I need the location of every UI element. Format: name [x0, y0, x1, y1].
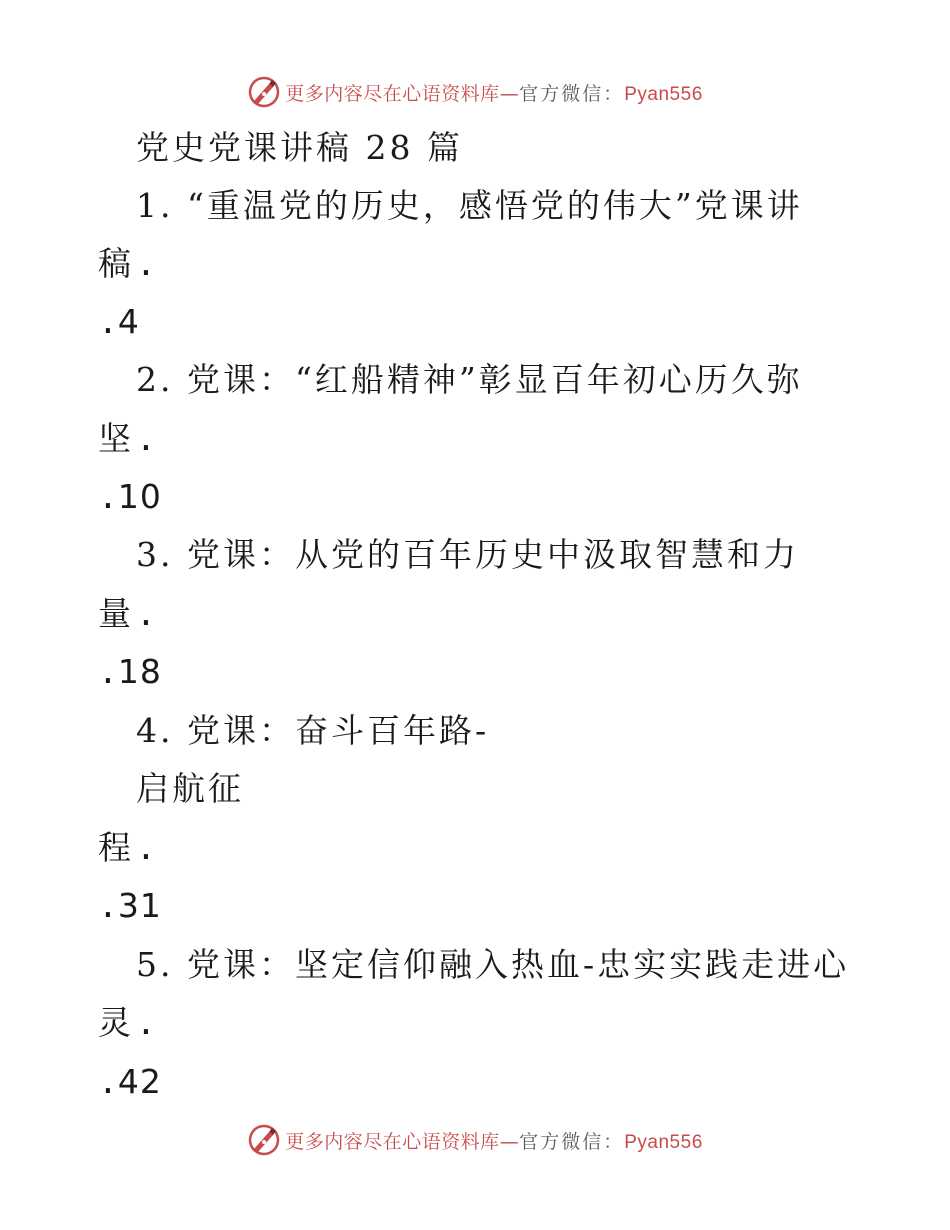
toc-item-4-dots-2: .	[98, 886, 118, 925]
footer-wechat-label: 官方微信：	[519, 1130, 625, 1153]
banner-dash: —	[499, 82, 520, 105]
toc-item-1-page-line[interactable]	[0, 302, 950, 342]
toc-item-5-dots: .	[136, 1003, 156, 1042]
toc-item-2-lead-char: 坚	[98, 419, 136, 458]
toc-item-1-leader[interactable]	[0, 244, 950, 284]
toc-item-5-page-line[interactable]	[0, 1062, 950, 1102]
toc-item-2-page: 10	[117, 477, 162, 516]
footer-banner-dash: —	[499, 1130, 520, 1153]
toc-item-1-dots: .	[136, 244, 156, 283]
toc-item-2-dots-2: .	[98, 477, 118, 516]
toc-item-3-page: 18	[117, 652, 162, 691]
toc-item-3-dots: .	[136, 594, 156, 633]
toc-item-4-page: 31	[117, 886, 162, 925]
toc-item-2-dots: .	[136, 419, 156, 458]
toc-item-3-dots-2: .	[98, 652, 118, 691]
toc-item-4-page-line[interactable]	[0, 886, 950, 926]
toc-item-3-leader[interactable]	[0, 594, 950, 634]
document-title: 党史党课讲稿 28 篇	[136, 128, 463, 167]
toc-item-5-page: 42	[117, 1062, 162, 1101]
toc-item-2-title[interactable]: 2. 党课：“红船精神”彰显百年初心历久弥	[136, 360, 803, 399]
toc-item-4-title[interactable]: 4. 党课：奋斗百年路-	[136, 711, 490, 750]
toc-item-4-lead-char: 程	[98, 828, 136, 867]
footer-banner	[0, 1118, 950, 1162]
pen-logo-icon	[247, 1123, 281, 1157]
toc-item-3-title[interactable]: 3. 党课：从党的百年历史中汲取智慧和力	[136, 535, 799, 574]
toc-item-3-lead-char: 量	[98, 594, 136, 633]
toc-item-1-title[interactable]: 1. “重温党的历史，感悟党的伟大”党课讲	[136, 186, 803, 225]
footer-wechat-id: Pyan556	[624, 1131, 703, 1153]
toc-item-5-leader[interactable]	[0, 1003, 950, 1043]
toc-item-4-dots: .	[136, 828, 156, 867]
toc-item-4-title-2[interactable]: 启航征	[136, 769, 244, 808]
toc-item-2-leader[interactable]	[0, 419, 950, 459]
toc-item-1-dots-2: .	[98, 302, 118, 341]
toc-item-5-dots-2: .	[98, 1062, 118, 1101]
banner-text: 更多内容尽在心语资料库	[285, 82, 500, 105]
header-banner	[0, 70, 950, 114]
toc-item-1-page: 4	[117, 302, 140, 341]
toc-item-4-leader[interactable]	[0, 828, 950, 868]
toc-item-5-lead-char: 灵	[98, 1003, 136, 1042]
toc-item-1-lead-char: 稿	[98, 244, 136, 283]
toc-item-5-title[interactable]: 5. 党课：坚定信仰融入热血-忠实实践走进心	[136, 945, 850, 984]
footer-banner-text: 更多内容尽在心语资料库	[285, 1130, 500, 1153]
toc-item-3-page-line[interactable]	[0, 652, 950, 692]
toc-item-2-page-line[interactable]	[0, 477, 950, 517]
banner-wechat-id: Pyan556	[624, 83, 703, 105]
banner-wechat-label: 官方微信：	[519, 82, 625, 105]
pen-logo-icon	[247, 75, 281, 109]
